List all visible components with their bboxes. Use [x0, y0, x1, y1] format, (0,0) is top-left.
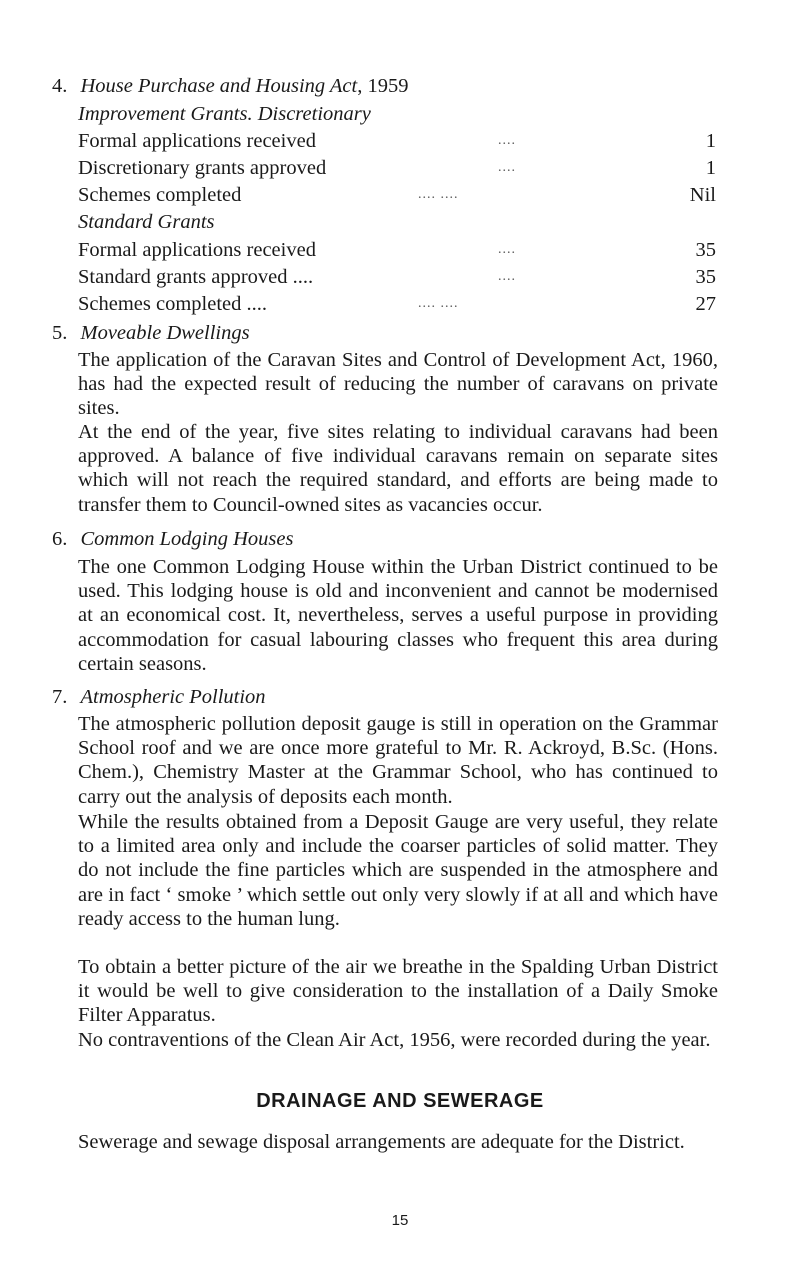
- section-7-paragraph-1: The atmospheric pollution deposit gauge is still in operation on the Grammar School roof and we are once more grateful to Mr. R. Ackroyd, B.Sc. (Hons. Chem.), Chemistry Master at the Grammar School, who has continued to carry out the analysis of deposits each month.: [78, 713, 718, 808]
- row-value: Nil: [689, 184, 716, 206]
- row-dots: ....: [498, 160, 516, 175]
- row-value: 35: [695, 266, 716, 288]
- row-dots: .... ....: [418, 187, 459, 202]
- row-label: Discretionary grants approved: [78, 157, 327, 179]
- section-4-title: House Purchase and Housing Act: [80, 75, 358, 97]
- section-7-number: 7.: [52, 686, 68, 708]
- standard-row-2: [78, 265, 716, 289]
- section-7-paragraph-2: While the results obtained from a Deposit Gauge are very useful, they relate to a limited area only and include the coarser particles of solid matter. They do not include the fine particles which are suspended in the atmosphere and are in fact ‘ smoke ’ which settle out only very slowly if at all and which have ready access to the human lung.: [78, 811, 718, 930]
- section-7-paragraph-3: To obtain a better picture of the air we breathe in the Spalding Urban District it would be well to give consideration to the installation of a Daily Smoke Filter Apparatus.: [78, 956, 718, 1027]
- discretionary-row-1: [78, 129, 716, 153]
- section-5-title: Moveable Dwellings: [80, 322, 250, 344]
- row-value: 35: [695, 239, 716, 261]
- discretionary-row-2: [78, 156, 716, 180]
- section-5-heading: [52, 321, 250, 345]
- row-label: Schemes completed: [78, 184, 242, 206]
- section-6-heading: [52, 527, 294, 551]
- standard-grants-heading: Standard Grants: [78, 211, 215, 233]
- drainage-heading: DRAINAGE AND SEWERAGE: [256, 1090, 544, 1112]
- section-7-title: Atmospheric Pollution: [80, 686, 266, 708]
- row-dots: ....: [498, 242, 516, 257]
- row-label: Formal applications received: [78, 130, 316, 152]
- section-6-paragraph-1: The one Common Lodging House within the Urban District continued to be used. This lodging house is old and inconvenient and cannot be modernised at an economical cost. It, nevertheless, serves a useful purpose in providing accommodation for casual labouring classes who frequent this area during certain seasons.: [78, 556, 718, 675]
- standard-row-3: [78, 292, 716, 316]
- section-4-heading: [52, 74, 408, 98]
- row-value: 1: [705, 130, 716, 152]
- section-5-number: 5.: [52, 322, 68, 344]
- row-dots: .... ....: [418, 296, 459, 311]
- row-dots: ....: [498, 133, 516, 148]
- section-5-paragraph-1: The application of the Caravan Sites and Control of Development Act, 1960, has had the expected result of reducing the number of caravans on private sites.: [78, 349, 718, 420]
- row-dots: ....: [498, 269, 516, 284]
- section-4-year: , 1959: [357, 75, 409, 97]
- section-4-number: 4.: [52, 75, 68, 97]
- section-7-paragraph-4: No contraventions of the Clean Air Act, 1956, were recorded during the year.: [78, 1029, 711, 1051]
- discretionary-row-3: [78, 183, 716, 207]
- drainage-paragraph: Sewerage and sewage disposal arrangements are adequate for the District.: [78, 1131, 685, 1153]
- row-value: 1: [705, 157, 716, 179]
- section-7-heading: [52, 685, 266, 709]
- section-6-title: Common Lodging Houses: [80, 528, 294, 550]
- row-value: 27: [695, 293, 716, 315]
- standard-row-1: [78, 238, 716, 262]
- section-4-subheading: Improvement Grants. Discretionary: [78, 103, 371, 125]
- row-label: Formal applications received: [78, 239, 316, 261]
- row-label: Standard grants approved ....: [78, 266, 314, 288]
- row-label: Schemes completed ....: [78, 293, 268, 315]
- page-number: 15: [391, 1212, 409, 1229]
- section-6-number: 6.: [52, 528, 68, 550]
- section-5-paragraph-2: At the end of the year, five sites relating to individual caravans had been approved. A balance of five individual caravans remain on separate sites which will not reach the required standard, and efforts are being made to transfer them to Council-owned sites as vacancies occur.: [78, 421, 718, 516]
